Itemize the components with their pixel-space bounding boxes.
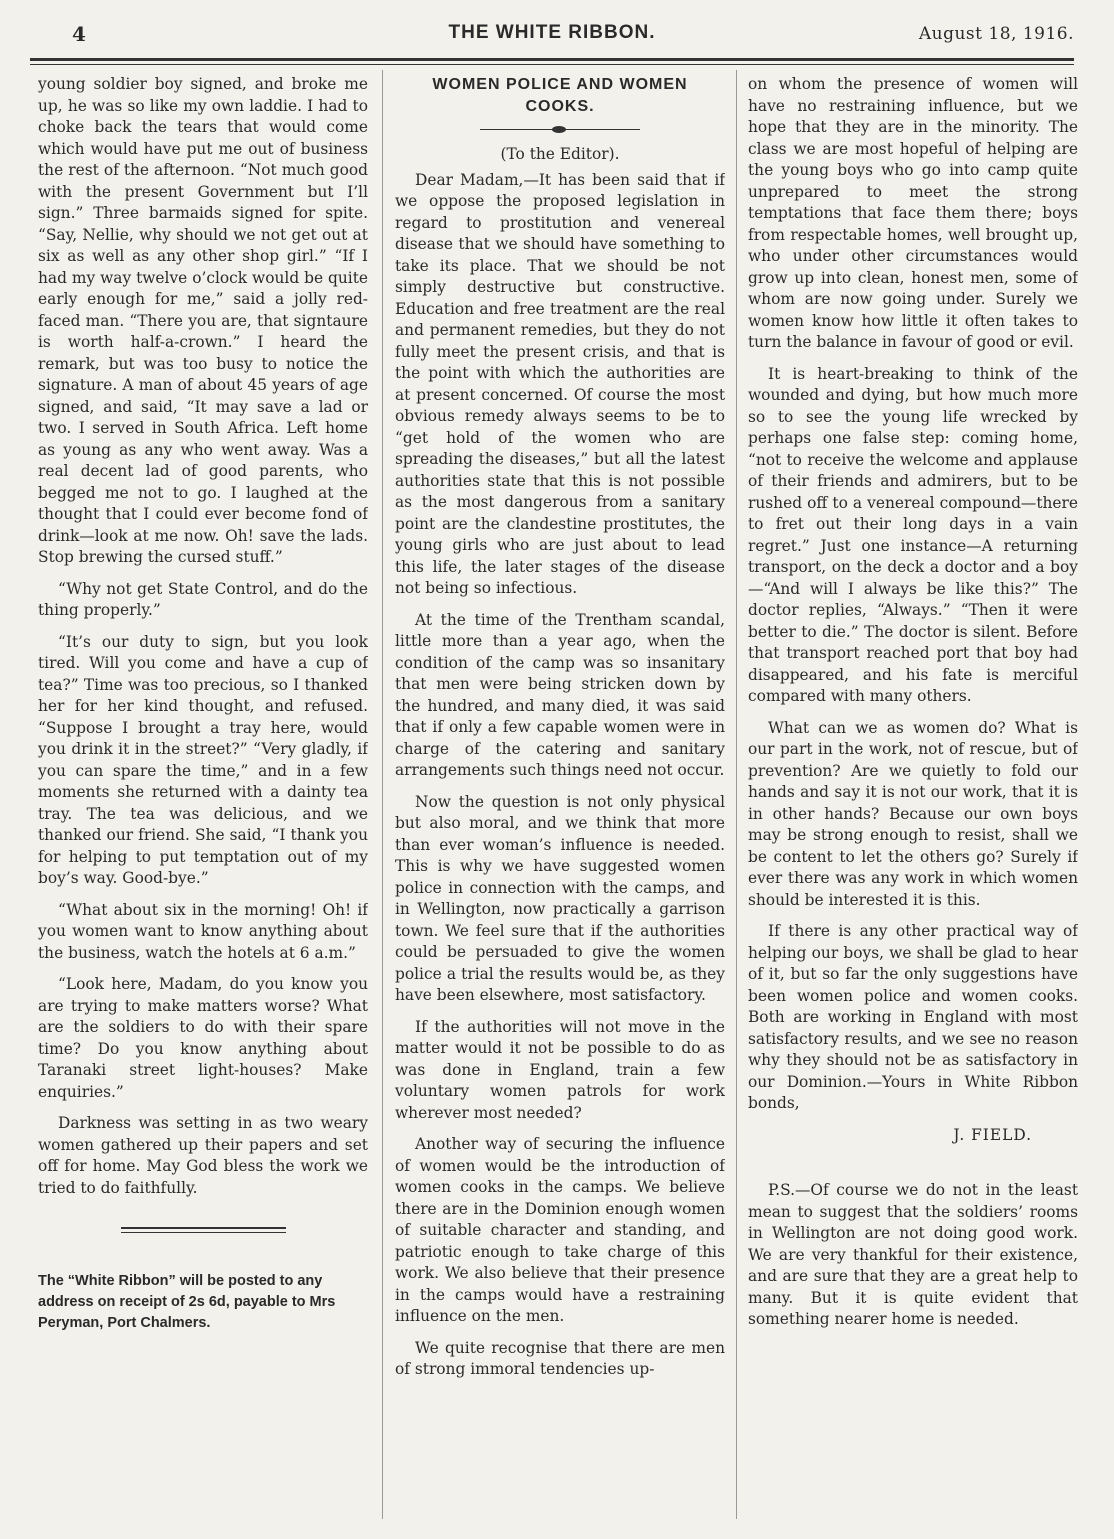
paragraph: “It’s our duty to sign, but you look tired. Will you come and have a cup of tea?” Time was too precious, so I thanked her for her kind thought, and refused. “Suppose I brought a tray here, would you drink it in the street?” “Very gladly, if you can spare the time,” and in a few moments she returned with a dainty tea tray. The tea was delicious, and we thanked our friend. She said, “I thank you for helping to put temptation out of my boy’s way. Good-bye.” — [38, 632, 368, 887]
paragraph: If there is any other practical way of helping our boys, we shall be glad to hear of it, but so far the only suggestions have been women police and women cooks. Both are working in England with most satisfactory results, and we see no reason why they should not be as satisfactory in our Dominion.—Yours in White Ribbon bonds, — [748, 922, 1078, 1112]
header-rule — [30, 58, 1074, 65]
signature: J. FIELD. — [953, 1125, 1032, 1144]
paragraph: “Why not get State Control, and do the thing properly.” — [38, 579, 368, 619]
page-number: 4 — [72, 22, 86, 46]
article-title: WOMEN POLICE AND WOMEN COOKS. — [432, 76, 688, 115]
column-divider — [736, 70, 737, 1519]
paragraph: Darkness was setting in as two weary women gathered up their papers and set off for home. May God bless the work we tried to do faithfully. — [38, 1114, 368, 1197]
paragraph: Another way of securing the influence of women would be the introduction of women cooks in the camps. We believe there are in the Dominion enough women of suitable character and standing, and patriotic enough to take charge of this work. We also believe that their presence in the camps would have a restraining influence on the men. — [395, 1135, 725, 1325]
column-1 — [38, 74, 368, 1519]
paragraph: It is heart-breaking to think of the wounded and dying, but how much more so to see the young life wrecked by perhaps one false step: coming home, “not to receive the welcome and applause of their friends and admirers, but to be rushed off to a venereal compound—there to fret out their long days in a vain regret.” Just one instance—A returning transport, on the deck a doctor and a boy—“And will I always be like this?” The doctor replies, “Always.” “Then it were better to die.” The doctor is silent. Before that transport reached port that boy had disappeared, and his fate is merciful compared with many others. — [748, 364, 1078, 705]
paragraph: young soldier boy signed, and broke me up, he was so like my own laddie. I had to choke back the tears that would come which would have put me out of business the rest of the afternoon. “Not much good with the present Government but I’ll sign.” Three barmaids signed for spite. “Say, Nellie, why should we not get out at six as well as any other shop girl.” “If I had my way twelve o’clock would be quite early enough for me,” said a jolly red-faced man. “There you are, that signtaure is worth half-a-crown.” I heard the remark, but was too busy to notice the signature. A man of about 45 years of age signed, and said, “It may save a lad or two. I served in South Africa. Left home as young as any who went away. Was a real decent lad of good parents, who begged me not to go. I laughed at the thought that I could ever become fond of drink—look at me now. Oh! save the lads. Stop brewing the cursed stuff.” — [38, 75, 368, 566]
column-3 — [748, 74, 1078, 1519]
subscription-notice: The “White Ribbon” will be posted to any address on receipt of 2s 6d, payable to Mrs Peryman, Port Chalmers. — [38, 1273, 336, 1331]
paragraph: At the time of the Trentham scandal, little more than a year ago, when the condition of the camp was so insanitary that men were being stricken down by the hundred, and many died, it was said that if only a few capable women were in charge of the catering and sanitary arrangements such things need not occur. — [395, 610, 725, 779]
paragraph: Now the question is not only physical but also moral, and we think that more than ever woman’s influence is needed. This is why we have suggested women police in connection with the camps, and in Wellington, now practically a garrison town. We feel sure that if the authorities could be persuaded to give the women police a trial the results would be, as they have been elsewhere, most satisfactory. — [395, 792, 725, 1004]
title-ornament — [480, 126, 640, 134]
section-rule — [121, 1227, 286, 1233]
paragraph: Dear Madam,—It has been said that if we oppose the proposed legislation in regard to prostitution and venereal disease that we should have something to take its place. That we should be not simply destructive but constructive. Education and free treatment are the real and permanent remedies, but they do not fully meet the present crisis, and that is the point with which the authorities are at present concerned. Of course the most obvious remedy always seems to be to “get hold of the women who are spreading the diseases,” but all the latest authorities state that this is not possible as the most dangerous from a sanitary point are the clandestine prostitutes, the young girls who are just about to lead this life, the later stages of the disease not being so infectious. — [395, 170, 725, 597]
paragraph: What can we as women do? What is our part in the work, not of rescue, but of prevention? Are we quietly to fold our hands and say it is not our work, that it is in other hands? Because our own boys may be strong enough to resist, shall we be content to let the others go? Surely if ever there was any work in which women should be interested it is this. — [748, 718, 1078, 909]
paragraph: “Look here, Madam, do you know you are trying to make matters worse? What are the soldiers to do with their spare time? Do you know anything about Taranaki street light-houses? Make enquiries.” — [38, 975, 368, 1101]
postscript: P.S.—Of course we do not in the least mean to suggest that the soldiers’ rooms in Wellington are not doing good work. We are very thankful for their existence, and are sure that they are a great help to many. But it is quite evident that something nearer home is needed. — [748, 1181, 1078, 1328]
paragraph: We quite recognise that there are men of strong immoral tendencies up- — [395, 1338, 725, 1378]
paragraph: “What about six in the morning! Oh! if you women want to know anything about the business, watch the hotels at 6 a.m.” — [38, 900, 368, 962]
paragraph: If the authorities will not move in the matter would it not be possible to do as was done in England, train a few voluntary women patrols for work wherever most needed? — [395, 1017, 725, 1122]
newspaper-title: THE WHITE RIBBON. — [448, 22, 656, 43]
column-2 — [395, 74, 725, 1519]
column-divider — [382, 70, 383, 1519]
editor-line: (To the Editor). — [500, 145, 620, 163]
issue-date: August 18, 1916. — [918, 24, 1074, 44]
paragraph: on whom the presence of women will have no restraining influence, but we hope that they are in the minority. The class we are most hopeful of helping are the young boys who go into camp quite unprepared to meet the strong temptations that face them there; boys from respectable homes, well brought up, who under other circumstances would grow up into clean, honest men, some of whom are now going under. Surely we women know how little it often takes to turn the balance in favour of good or evil. — [748, 75, 1078, 351]
masthead — [30, 14, 1074, 48]
